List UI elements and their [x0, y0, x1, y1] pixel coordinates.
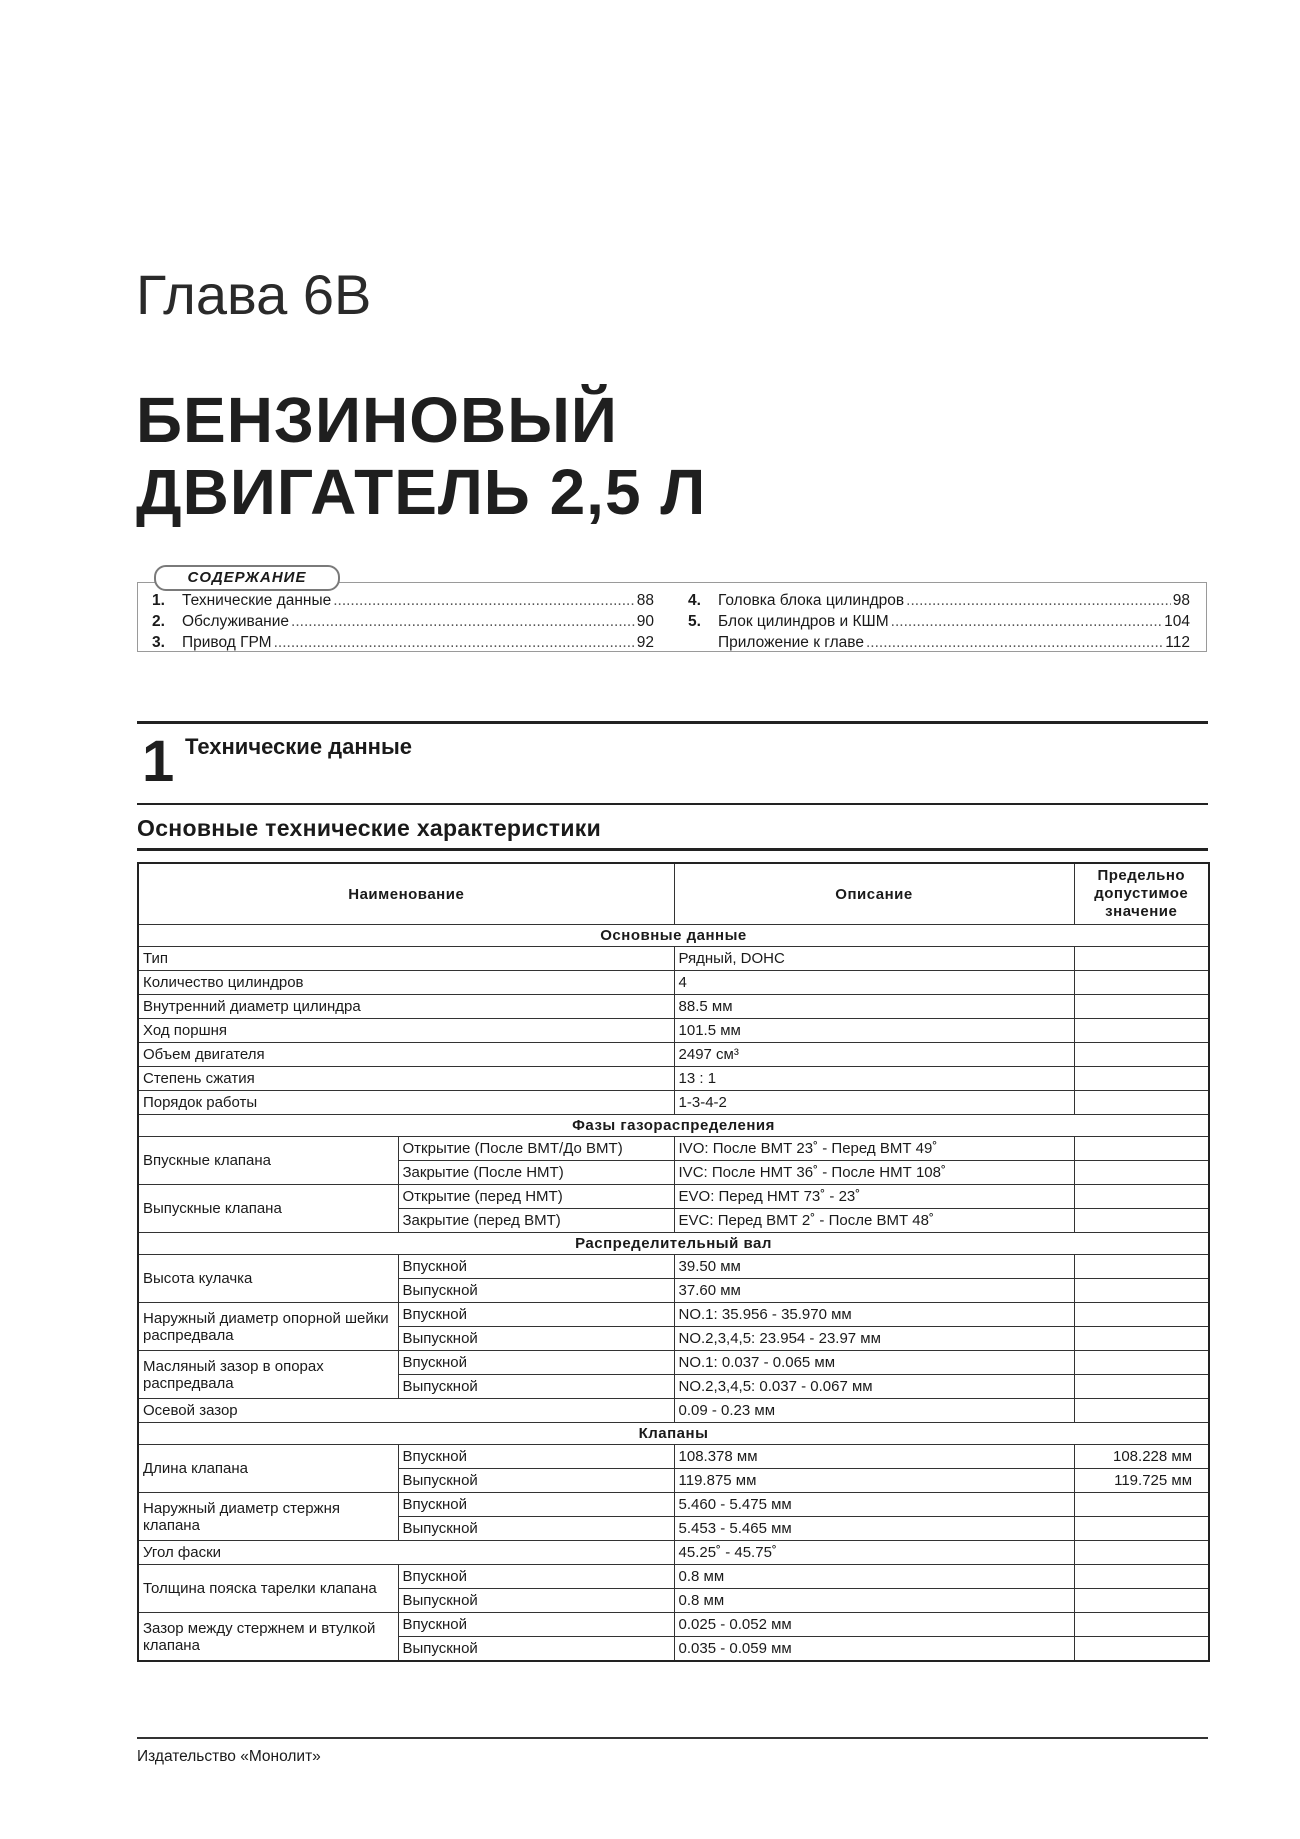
param-value: IVC: После НМТ 36˚ - После НМТ 108˚	[674, 1161, 1074, 1185]
toc-item-number: 4.	[688, 592, 701, 609]
group-camshaft: Распределительный вал	[138, 1233, 1209, 1255]
toc-item-page: 104	[1164, 613, 1190, 630]
param-value: 0.025 - 0.052 мм	[674, 1613, 1074, 1637]
param-value: 101.5 мм	[674, 1019, 1074, 1043]
param-name: Степень сжатия	[138, 1067, 674, 1091]
param-limit: 108.228 мм	[1074, 1445, 1209, 1469]
column-header-name: Наименование	[138, 863, 674, 925]
table-row	[138, 1019, 1209, 1043]
table-row	[138, 1541, 1209, 1565]
param-limit	[1074, 1637, 1209, 1662]
table-row	[138, 947, 1209, 971]
param-name: Объем двигателя	[138, 1043, 674, 1067]
param-value: 0.09 - 0.23 мм	[674, 1399, 1074, 1423]
param-condition: Закрытие (После НМТ)	[398, 1161, 674, 1185]
param-condition: Открытие (После ВМТ/До ВМТ)	[398, 1137, 674, 1161]
param-value: NO.1: 35.956 - 35.970 мм	[674, 1303, 1074, 1327]
page-title	[136, 384, 706, 528]
param-limit	[1074, 1493, 1209, 1517]
table-header-row	[138, 863, 1209, 925]
toc-item-label: Блок цилиндров и КШМ	[718, 613, 889, 630]
toc-item-page: 112	[1165, 634, 1190, 651]
param-name: Впускные клапана	[138, 1137, 398, 1185]
toc-item[interactable]	[152, 611, 654, 632]
table-row	[138, 1565, 1209, 1589]
table-row	[138, 1613, 1209, 1637]
param-limit	[1074, 1303, 1209, 1327]
group-valve-timing: Фазы газораспределения	[138, 1115, 1209, 1137]
table-row	[138, 971, 1209, 995]
param-value: 37.60 мм	[674, 1279, 1074, 1303]
param-value: IVO: После ВМТ 23˚ - Перед ВМТ 49˚	[674, 1137, 1074, 1161]
toc-item-page: 92	[636, 634, 654, 651]
toc-item[interactable]	[688, 632, 1190, 653]
param-condition: Выпускной	[398, 1469, 674, 1493]
param-condition: Выпускной	[398, 1517, 674, 1541]
table-row	[138, 1091, 1209, 1115]
section-divider	[137, 803, 1208, 805]
param-value: 5.460 - 5.475 мм	[674, 1493, 1074, 1517]
table-row	[138, 1255, 1209, 1279]
param-value: 88.5 мм	[674, 995, 1074, 1019]
param-limit	[1074, 1399, 1209, 1423]
param-limit	[1074, 1137, 1209, 1161]
param-limit	[1074, 1019, 1209, 1043]
param-limit	[1074, 971, 1209, 995]
param-limit	[1074, 1209, 1209, 1233]
param-name: Высота кулачка	[138, 1255, 398, 1303]
toc-leader	[866, 632, 1163, 653]
toc-leader	[333, 590, 635, 611]
subsection-divider	[137, 848, 1208, 851]
param-limit	[1074, 1255, 1209, 1279]
footer-divider	[137, 1737, 1208, 1739]
param-value: 45.25˚ - 45.75˚	[674, 1541, 1074, 1565]
param-condition: Выпускной	[398, 1279, 674, 1303]
param-value: 0.035 - 0.059 мм	[674, 1637, 1074, 1662]
toc-leader	[891, 611, 1162, 632]
toc-column-left	[152, 590, 654, 653]
param-value: EVC: Перед ВМТ 2˚ - После ВМТ 48˚	[674, 1209, 1074, 1233]
param-condition: Впускной	[398, 1565, 674, 1589]
param-limit	[1074, 1161, 1209, 1185]
toc-item[interactable]	[688, 590, 1190, 611]
section-number: 1	[142, 729, 175, 794]
param-condition: Выпускной	[398, 1375, 674, 1399]
toc-item-page: 98	[1172, 592, 1190, 609]
param-value: NO.1: 0.037 - 0.065 мм	[674, 1351, 1074, 1375]
param-name: Длина клапана	[138, 1445, 398, 1493]
table-row	[138, 1137, 1209, 1161]
table-row	[138, 995, 1209, 1019]
table-group-row	[138, 1423, 1209, 1445]
toc-column-right	[688, 590, 1190, 653]
param-condition: Закрытие (перед ВМТ)	[398, 1209, 674, 1233]
toc-item-label: Головка блока цилиндров	[718, 592, 905, 609]
table-row	[138, 1185, 1209, 1209]
publisher-footer: Издательство «Монолит»	[137, 1748, 321, 1765]
toc-leader	[906, 590, 1171, 611]
toc-leader	[291, 611, 635, 632]
param-condition: Впускной	[398, 1351, 674, 1375]
param-limit	[1074, 1091, 1209, 1115]
toc-heading: СОДЕРЖАНИЕ	[154, 565, 340, 591]
param-name: Зазор между стержнем и втулкой клапана	[138, 1613, 398, 1662]
param-name: Количество цилиндров	[138, 971, 674, 995]
toc-item-page: 90	[636, 613, 654, 630]
section-divider	[137, 721, 1208, 724]
param-limit	[1074, 1565, 1209, 1589]
group-valves: Клапаны	[138, 1423, 1209, 1445]
param-limit	[1074, 947, 1209, 971]
param-name: Внутренний диаметр цилиндра	[138, 995, 674, 1019]
table-of-contents	[137, 569, 1207, 652]
param-name: Наружный диаметр опорной шейки распредвала	[138, 1303, 398, 1351]
param-limit	[1074, 1351, 1209, 1375]
param-value: 1-3-4-2	[674, 1091, 1074, 1115]
param-value: NO.2,3,4,5: 0.037 - 0.067 мм	[674, 1375, 1074, 1399]
column-header-limit: Предельно допустимое значение	[1074, 863, 1209, 925]
table-row	[138, 1303, 1209, 1327]
param-limit	[1074, 1517, 1209, 1541]
param-condition: Впускной	[398, 1445, 674, 1469]
param-condition: Выпускной	[398, 1327, 674, 1351]
param-value: 108.378 мм	[674, 1445, 1074, 1469]
title-line-1: БЕНЗИНОВЫЙ	[136, 384, 618, 456]
param-limit: 119.725 мм	[1074, 1469, 1209, 1493]
param-value: 5.453 - 5.465 мм	[674, 1517, 1074, 1541]
spec-table	[137, 862, 1210, 1662]
toc-item[interactable]	[152, 632, 654, 653]
param-name: Тип	[138, 947, 674, 971]
param-value: NO.2,3,4,5: 23.954 - 23.97 мм	[674, 1327, 1074, 1351]
param-limit	[1074, 1589, 1209, 1613]
toc-item-number: 5.	[688, 613, 701, 630]
param-value: 4	[674, 971, 1074, 995]
param-limit	[1074, 1043, 1209, 1067]
param-limit	[1074, 1375, 1209, 1399]
param-name: Порядок работы	[138, 1091, 674, 1115]
toc-item[interactable]	[688, 611, 1190, 632]
toc-item-number: 1.	[152, 592, 165, 609]
param-name: Толщина пояска тарелки клапана	[138, 1565, 398, 1613]
param-name: Угол фаски	[138, 1541, 674, 1565]
toc-leader	[274, 632, 635, 653]
param-value: 119.875 мм	[674, 1469, 1074, 1493]
column-header-description: Описание	[674, 863, 1074, 925]
toc-item[interactable]	[152, 590, 654, 611]
table-row	[138, 1445, 1209, 1469]
toc-item-number: 3.	[152, 634, 165, 651]
toc-item-label: Привод ГРМ	[182, 634, 272, 651]
group-basic: Основные данные	[138, 925, 1209, 947]
param-name: Выпускные клапана	[138, 1185, 398, 1233]
toc-item-page: 88	[636, 592, 654, 609]
param-value: 39.50 мм	[674, 1255, 1074, 1279]
table-row	[138, 1351, 1209, 1375]
param-condition: Выпускной	[398, 1637, 674, 1662]
chapter-label: Глава 6В	[136, 263, 372, 326]
param-limit	[1074, 995, 1209, 1019]
param-value: EVO: Перед НМТ 73˚ - 23˚	[674, 1185, 1074, 1209]
toc-item-number: 2.	[152, 613, 165, 630]
param-condition: Впускной	[398, 1255, 674, 1279]
param-name: Наружный диаметр стержня клапана	[138, 1493, 398, 1541]
subsection-title: Основные технические характеристики	[137, 815, 602, 841]
param-condition: Впускной	[398, 1303, 674, 1327]
table-group-row	[138, 1115, 1209, 1137]
param-value: 0.8 мм	[674, 1589, 1074, 1613]
param-value: 2497 см³	[674, 1043, 1074, 1067]
param-limit	[1074, 1327, 1209, 1351]
param-name: Масляный зазор в опорах распредвала	[138, 1351, 398, 1399]
param-value: Рядный, DOHC	[674, 947, 1074, 971]
param-limit	[1074, 1541, 1209, 1565]
param-limit	[1074, 1613, 1209, 1637]
param-name: Осевой зазор	[138, 1399, 674, 1423]
title-line-2: ДВИГАТЕЛЬ 2,5 Л	[136, 456, 707, 528]
table-group-row	[138, 925, 1209, 947]
param-limit	[1074, 1185, 1209, 1209]
table-row	[138, 1493, 1209, 1517]
param-limit	[1074, 1067, 1209, 1091]
param-value: 0.8 мм	[674, 1565, 1074, 1589]
param-condition: Выпускной	[398, 1589, 674, 1613]
param-value: 13 : 1	[674, 1067, 1074, 1091]
param-condition: Впускной	[398, 1613, 674, 1637]
table-group-row	[138, 1233, 1209, 1255]
section-title: Технические данные	[185, 734, 412, 759]
toc-item-label: Технические данные	[182, 592, 332, 609]
param-name: Ход поршня	[138, 1019, 674, 1043]
toc-item-label: Обслуживание	[182, 613, 290, 630]
toc-item-label: Приложение к главе	[718, 634, 864, 651]
table-row	[138, 1043, 1209, 1067]
table-row	[138, 1067, 1209, 1091]
table-row	[138, 1399, 1209, 1423]
param-condition: Впускной	[398, 1493, 674, 1517]
param-limit	[1074, 1279, 1209, 1303]
param-condition: Открытие (перед НМТ)	[398, 1185, 674, 1209]
